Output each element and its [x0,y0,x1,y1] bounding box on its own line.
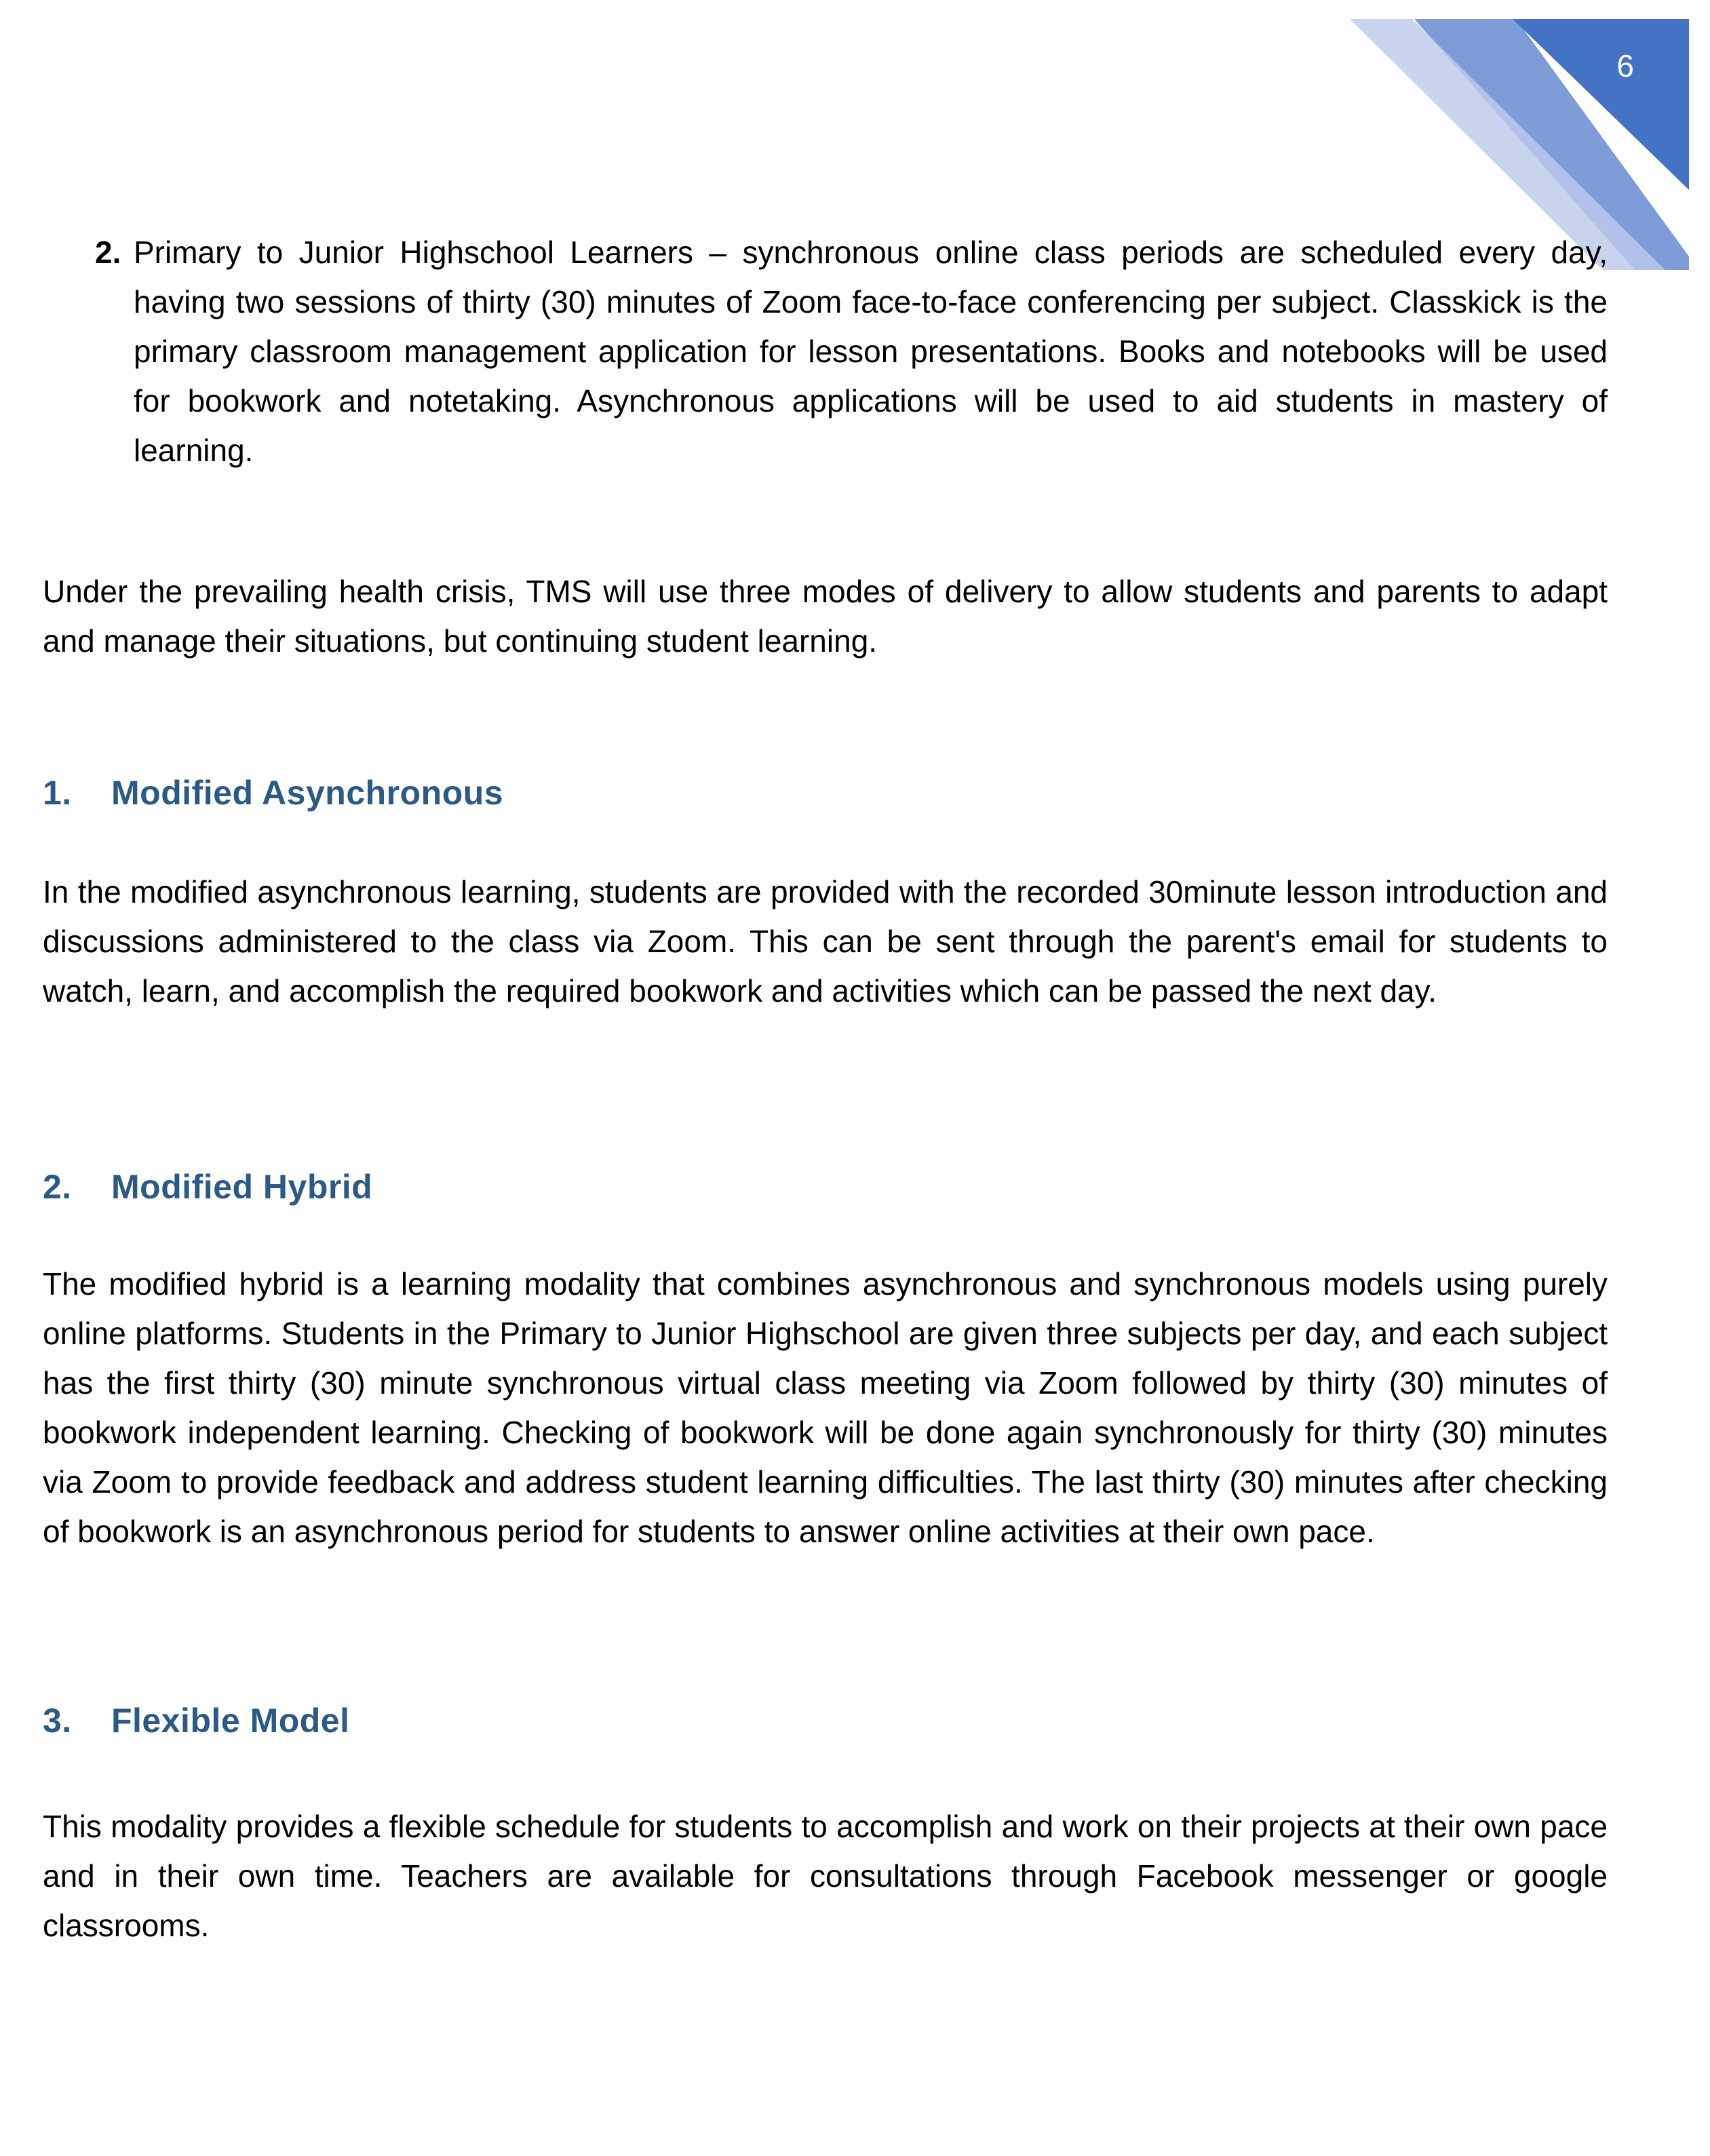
heading-title: Modified Hybrid [111,1168,373,1206]
numbered-list-item-2 [95,228,1608,475]
heading-number: 3. [43,1702,72,1740]
heading-title: Modified Asynchronous [111,774,504,812]
heading-number: 2. [43,1168,72,1206]
list-item-number: 2. [95,235,121,270]
heading-number: 1. [43,774,72,812]
list-item-text: Primary to Junior Highschool Learners – synchronous online class periods are scheduled every day, having two sessions of thirty (30) minutes of Zoom face-to-face conferencing per subject. Classkick is the primary classroom management application for lesson presentations. Books and notebooks will be used for bookwork and notetaking. Asynchronous applications will be used to aid students in mastery of learning. [134,235,1608,468]
section-heading-flexible-model [43,1700,350,1742]
flexible-model-paragraph: This modality provides a flexible schedule for students to accomplish and work on their projects at their own pace and in their own time. Teachers are available for consultations through Facebook messenger or google classrooms. [43,1809,1608,1943]
section-heading-modified-asynchronous [43,772,503,814]
modified-asynchronous-paragraph: In the modified asynchronous learning, students are provided with the recorded 30minute lesson introduction and discussions administered to the class via Zoom. This can be sent through the parent's email for students to watch, learn, and accomplish the required bookwork and activities which can be passed the next day. [43,874,1608,1008]
intro-paragraph: Under the prevailing health crisis, TMS will use three modes of delivery to allow students and parents to adapt and manage their situations, but continuing student learning. [43,574,1608,659]
heading-title: Flexible Model [111,1702,350,1740]
section-heading-modified-hybrid [43,1166,372,1208]
page-number: 6 [1616,48,1634,83]
modified-hybrid-paragraph: The modified hybrid is a learning modality that combines asynchronous and synchronous models using purely online platforms. Students in the Primary to Junior Highschool are given three subjects per day, and each subject has the first thirty (30) minute synchronous virtual class meeting via Zoom followed by thirty (30) minutes of bookwork independent learning. Checking of bookwork will be done again synchronously for thirty (30) minutes via Zoom to provide feedback and address student learning difficulties. The last thirty (30) minutes after checking of bookwork is an asynchronous period for students to answer online activities at their own pace. [43,1266,1608,1549]
